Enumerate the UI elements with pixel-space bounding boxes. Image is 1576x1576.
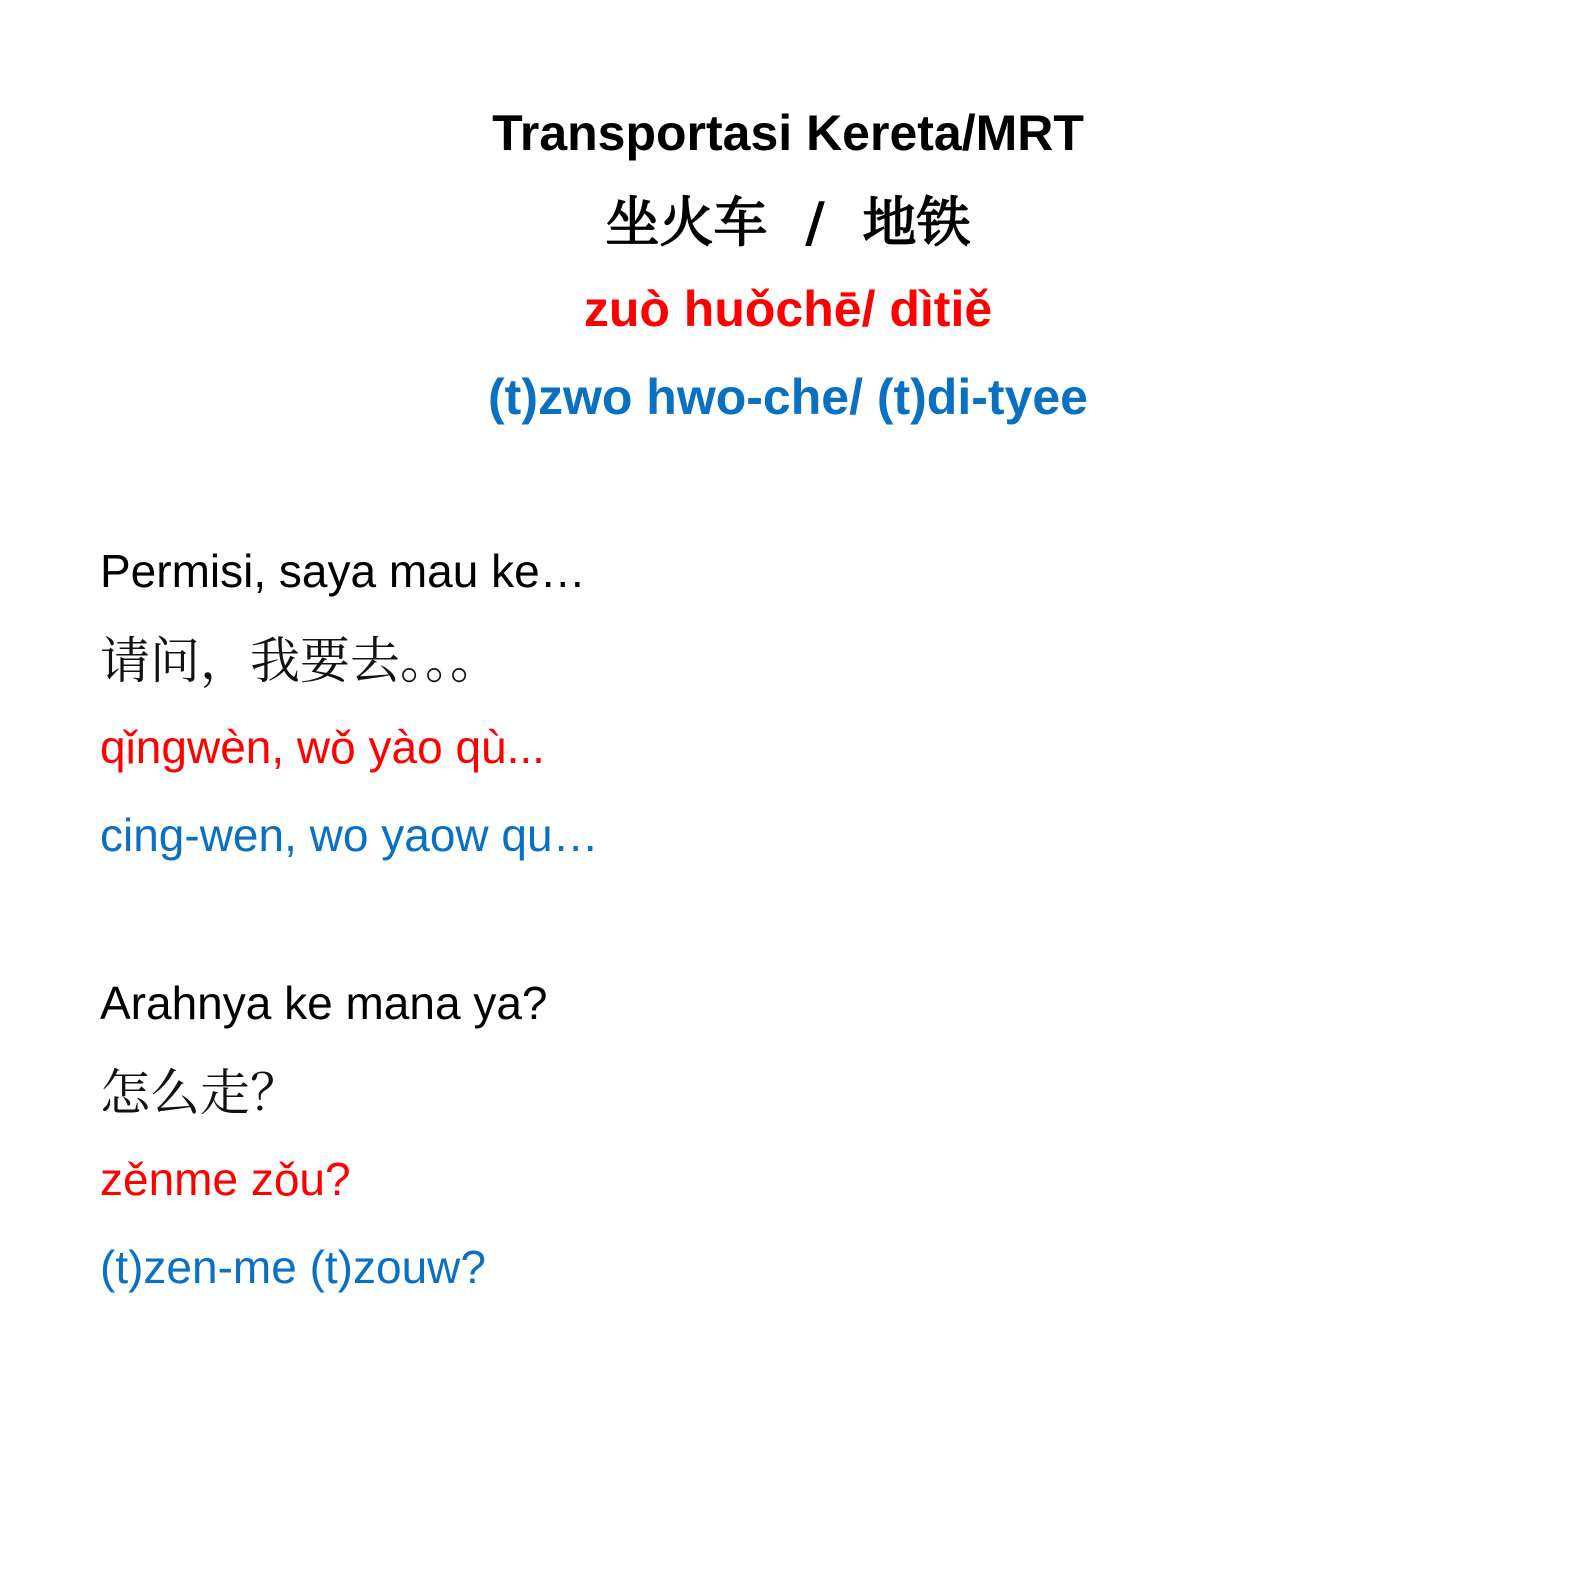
title-pinyin: zuò huǒchē/ dìtiě — [583, 281, 993, 337]
phrase-chinese: 请问，我要去。。。 — [100, 632, 500, 690]
title-block — [0, 105, 1576, 460]
phrase-pinyin: zěnme zǒu? — [100, 1153, 351, 1205]
title-indonesian: Transportasi Kereta/MRT — [492, 105, 1084, 161]
phrase-2 — [100, 977, 1476, 1332]
phrase-phonetic: cing-wen, wo yaow qu… — [100, 809, 599, 861]
phrase-chinese: 怎么走？ — [100, 1064, 300, 1122]
phrase-1 — [100, 545, 1476, 900]
phrase-pinyin: qǐngwèn, wǒ yào qù... — [100, 721, 545, 773]
phrase-indonesian: Permisi, saya mau ke… — [100, 545, 586, 597]
title-chinese: 坐火车 / 地铁 — [605, 191, 971, 254]
phrase-indonesian: Arahnya ke mana ya? — [100, 977, 548, 1029]
title-phonetic: (t)zwo hwo-che/ (t)di-tyee — [488, 369, 1088, 425]
phrase-phonetic: (t)zen-me (t)zouw? — [100, 1241, 486, 1293]
